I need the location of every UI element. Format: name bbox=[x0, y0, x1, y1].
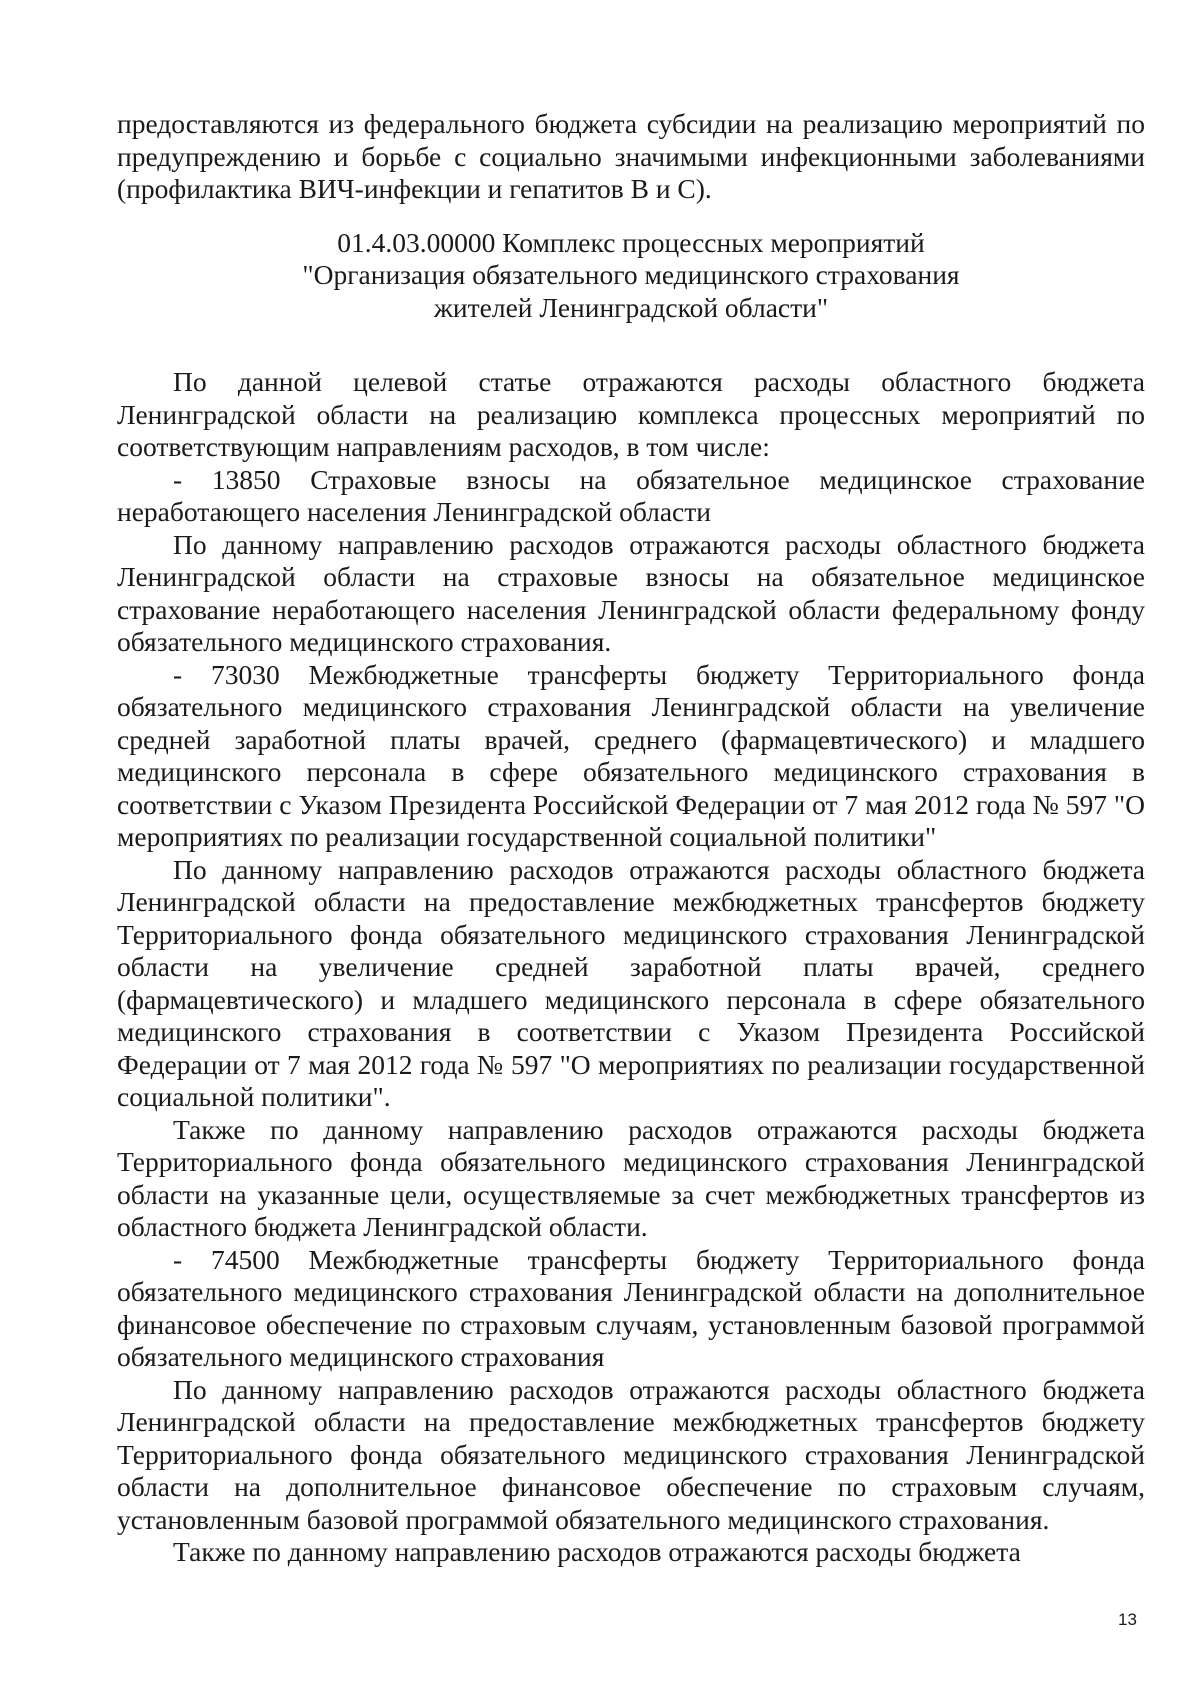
paragraph-13850-description: По данному направлению расходов отражаются расходы областного бюджета Ленинградской области на страховые взносы на обязательное медицинское страхование неработающего населения Ленинградской области федеральному фонду обязательного медицинского страхования. bbox=[117, 528, 1145, 657]
document-page bbox=[117, 108, 1145, 1569]
item-73030: - 73030 Межбюджетные трансферты бюджету Территориального фонда обязательного медицинского страхования Ленинградской области на увеличение средней заработной платы врачей, среднего (фармацевтического) и младшего медицинского персонала в сфере обязательного медицинского страхования в соответствии с Указом Президента Российской Федерации от 7 мая 2012 года № 597 "О мероприятиях по реализации государственной социальной политики" bbox=[117, 658, 1145, 852]
paragraph-73030-also: Также по данному направлению расходов отражаются расходы бюджета Территориального фонда обязательного медицинского страхования Ленинградской области на указанные цели, осуществляемые за счет межбюджетных трансфертов из областного бюджета Ленинградской области. bbox=[117, 1113, 1145, 1242]
paragraph-74500-also: Также по данному направлению расходов отражаются расходы бюджета bbox=[173, 1536, 1021, 1567]
section-heading-line2: "Организация обязательного медицинского страхования bbox=[302, 259, 960, 290]
paragraph-74500-description: По данному направлению расходов отражаются расходы областного бюджета Ленинградской области на предоставление межбюджетных трансфертов бюджету Территориального фонда обязательного медицинского страхования Ленинградской области на дополнительное финансовое обеспечение по страховым случаям, установленным базовой программой обязательного медицинского страхования. bbox=[117, 1373, 1145, 1535]
section-heading-line3: жителей Ленинградской области" bbox=[433, 291, 829, 323]
paragraph-intro-target: По данной целевой статье отражаются расходы областного бюджета Ленинградской области на реализацию комплекса процессных мероприятий по соответствующим направлениям расходов, в том числе: bbox=[117, 366, 1145, 462]
paragraph-73030-description: По данному направлению расходов отражаются расходы областного бюджета Ленинградской области на предоставление межбюджетных трансфертов бюджету Территориального фонда обязательного медицинского страхования Ленинградской области на увеличение средней заработной платы врачей, среднего (фармацевтического) и младшего медицинского персонала в сфере обязательного медицинского страхования в соответствии с Указом Президента Российской Федерации от 7 мая 2012 года № 597 "О мероприятиях по реализации государственной социальной политики". bbox=[117, 853, 1145, 1112]
section-heading-line1: 01.4.03.00000 Комплекс процессных мероприятий bbox=[337, 226, 925, 258]
intro-paragraph: предоставляются из федерального бюджета субсидии на реализацию мероприятий по предупреждению и борьбе с социально значимыми инфекционными заболеваниями (профилактика ВИЧ-инфекции и гепатитов В и С). bbox=[117, 108, 1145, 204]
page-number: 13 bbox=[1118, 1610, 1137, 1629]
item-74500: - 74500 Межбюджетные трансферты бюджету Территориального фонда обязательного медицинского страхования Ленинградской области на дополнительное финансовое обеспечение по страховым случаям, установленным базовой программой обязательного медицинского страхования bbox=[117, 1243, 1145, 1372]
item-13850: - 13850 Страховые взносы на обязательное медицинское страхование неработающего населения Ленинградской области bbox=[117, 463, 1145, 527]
section-heading bbox=[117, 227, 1145, 325]
